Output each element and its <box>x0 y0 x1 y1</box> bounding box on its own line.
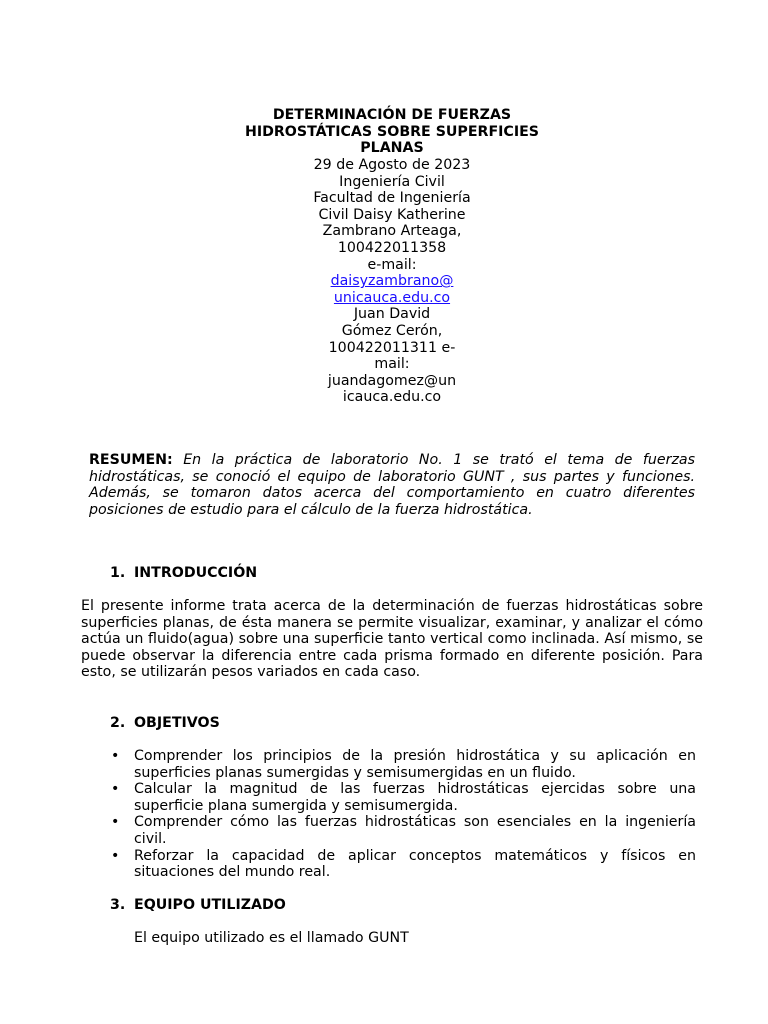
section-number: 3. <box>110 897 126 913</box>
section-title: INTRODUCCIÓN <box>134 565 258 581</box>
faculty-line: Facultad de Ingeniería <box>313 190 471 207</box>
abstract-text: En la práctica de laboratorio No. 1 se trató el tema de fuerzas hidrostáticas, se conoció el equipo de laboratorio GUNT , sus partes y funciones. Además, se tomaron datos acerca del comportamiento en cuatro diferentes posiciones de estudio para el cálculo de la fuerza hidrostática. <box>89 452 695 518</box>
author2-name-line2: Gómez Cerón, <box>341 322 443 339</box>
bullet-glyph: • <box>111 814 120 831</box>
objective-text: Comprender los principios de la presión hidrostática y su aplicación en superficies planas sumergidas y semisumergidas en un fluido. <box>134 748 696 781</box>
document-title <box>234 107 550 157</box>
bullet-glyph: • <box>111 748 120 764</box>
objectives-list <box>110 748 696 881</box>
bullet-glyph: • <box>111 781 120 798</box>
objective-text: Calcular la magnitud de las fuerzas hidrostáticas ejercidas sobre una superficie plana sumergida y semisumergida. <box>134 781 696 814</box>
author1-email-link-part2[interactable]: unicauca.edu.co <box>333 289 451 306</box>
section-title: OBJETIVOS <box>134 715 220 731</box>
author-info <box>282 157 502 406</box>
section-number: 1. <box>110 565 126 581</box>
section-number: 2. <box>110 715 126 731</box>
list-item <box>110 814 696 847</box>
author2-email-label: mail: <box>374 356 410 373</box>
author1-name-line2: Zambrano Arteaga, <box>322 223 462 240</box>
report-date: 29 de Agosto de 2023 <box>313 157 471 173</box>
title-line-2: HIDROSTÁTICAS SOBRE SUPERFICIES <box>244 123 540 140</box>
introduction-paragraph: El presente informe trata acerca de la determinación de fuerzas hidrostáticas sobre superficies planas, de ésta manera se permite visualizar, examinar, y analizar el cómo actúa un fluido(agua) sobre una superficie tanto vertical como inclinada. Así mismo, se puede observar la diferencia entre cada prisma formado en diferente posición. Para esto, se utilizarán pesos variados en cada caso. <box>81 598 703 681</box>
bullet-glyph: • <box>111 847 120 864</box>
program-name: Ingeniería Civil <box>339 173 445 190</box>
equipment-paragraph: El equipo utilizado es el llamado GUNT <box>134 930 409 946</box>
section-heading-objetivos <box>110 715 220 732</box>
objective-text: Comprender cómo las fuerzas hidrostáticas son esenciales en la ingeniería civil. <box>134 814 696 847</box>
title-line-3: PLANAS <box>360 140 424 157</box>
author2-id-line: 100422011311 e- <box>328 339 456 356</box>
list-item <box>110 781 696 814</box>
section-title: EQUIPO UTILIZADO <box>134 897 286 913</box>
author1-email-label: e-mail: <box>367 256 417 273</box>
author2-name-line1: Juan David <box>353 306 431 323</box>
author2-email-part1: juandagomez@un <box>327 372 457 389</box>
author1-email-link-part1[interactable]: daisyzambrano@ <box>330 273 454 290</box>
abstract-label: RESUMEN: <box>89 452 173 468</box>
author2-email-part2: icauca.edu.co <box>342 389 442 406</box>
section-heading-introduccion <box>110 565 257 582</box>
list-item <box>110 748 696 781</box>
author1-id: 100422011358 <box>337 239 447 256</box>
author1-name-line1: Civil Daisy Katherine <box>318 206 466 223</box>
list-item <box>110 848 696 881</box>
section-heading-equipo-utilizado <box>110 897 286 914</box>
abstract <box>89 452 695 518</box>
title-line-1: DETERMINACIÓN DE FUERZAS <box>272 107 512 123</box>
objective-text: Reforzar la capacidad de aplicar conceptos matemáticos y físicos en situaciones del mundo real. <box>134 847 696 881</box>
